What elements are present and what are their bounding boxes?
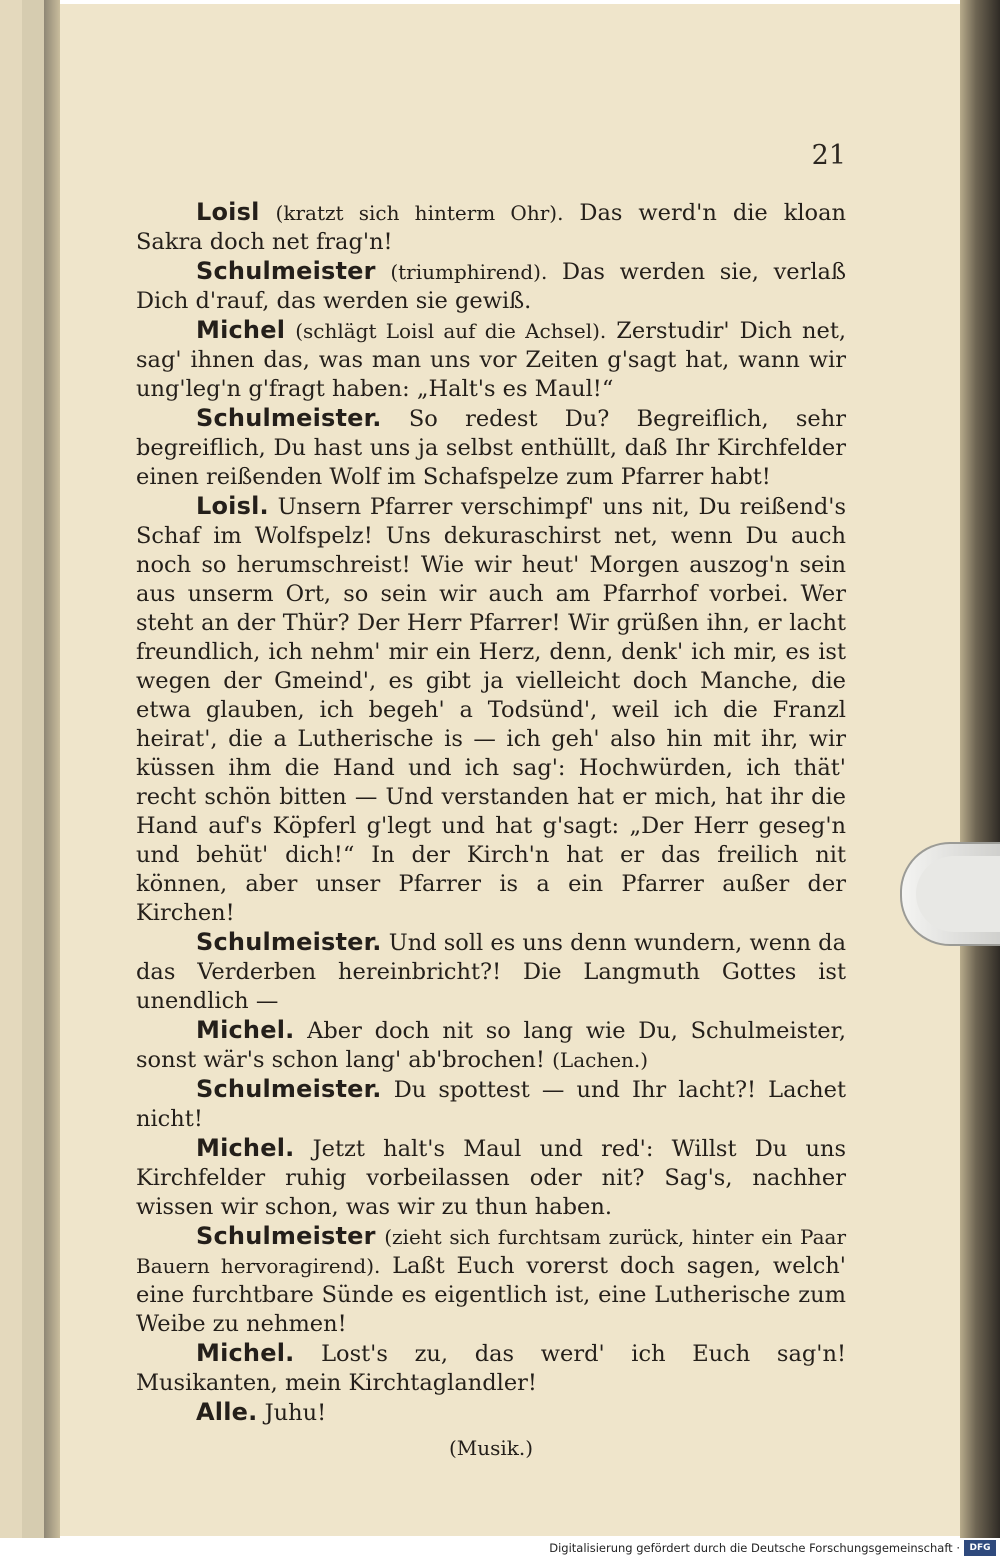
- dialogue-paragraph: [136, 1339, 846, 1398]
- speaker-name: Michel.: [196, 1134, 295, 1162]
- closing-stage-direction: (Musik.): [448, 1436, 534, 1460]
- left-page-margin: [22, 0, 44, 1538]
- stage-direction: (schlägt Loisl auf die Achsel).: [295, 319, 607, 343]
- speaker-name: Schulmeister: [196, 1222, 376, 1250]
- dialogue-text: So redest Du? Begreiflich, sehr begreiflich, Du hast uns ja selbst enthüllt, daß Ihr Kirchfelder einen reißenden Wolf im Schafspelze zum Pfarrer habt!: [136, 406, 846, 490]
- speaker-name: Schulmeister.: [196, 928, 382, 956]
- dialogue-paragraph: [136, 257, 846, 316]
- page-edge-shadow: [960, 0, 1000, 1538]
- book-gutter: [44, 0, 60, 1538]
- dialogue-text: Und soll es uns denn wundern, wenn da das Verderben hereinbricht?! Die Langmuth Gottes ist unendlich —: [136, 930, 846, 1014]
- stage-direction: (zieht sich furchtsam zurück, hinter ein Paar Bauern hervoragirend).: [136, 1225, 847, 1278]
- dialogue-paragraph: [136, 1398, 846, 1428]
- dialogue-paragraph: [136, 928, 846, 1016]
- dialogue-paragraph: [136, 1016, 846, 1075]
- dialogue-text: Das werd'n die kloan Sakra doch net frag'n!: [136, 200, 847, 255]
- stage-direction: (kratzt sich hinterm Ohr).: [275, 201, 564, 225]
- page-clip-tab-inner: [916, 856, 1000, 932]
- dialogue-text: Juhu!: [257, 1400, 327, 1426]
- speaker-name: Michel.: [196, 1339, 295, 1367]
- speaker-name: Schulmeister.: [196, 404, 382, 432]
- page-text: [136, 198, 846, 1463]
- dialogue-text: Laßt Euch vorerst doch sagen, welch' eine furchtbare Sünde es eigentlich ist, eine Lutherische zum Weibe zu nehmen!: [136, 1253, 846, 1337]
- page-number: 21: [811, 140, 846, 171]
- speaker-name: Michel: [196, 316, 286, 344]
- dialogue-text: Du spottest — und Ihr lacht?! Lachet nicht!: [136, 1077, 846, 1132]
- stage-direction: (triumphirend).: [390, 260, 548, 284]
- dialogue-text: Zerstudir' Dich net, sag' ihnen das, was man uns vor Zeiten g'sagt hat, wann wir ung'leg'n g'fragt haben: „Halt's es Maul!“: [136, 318, 847, 402]
- dialogue-text: Lost's zu, das werd' ich Euch sag'n! Musikanten, mein Kirchtaglandler!: [136, 1341, 846, 1396]
- speaker-name: Michel.: [196, 1016, 295, 1044]
- stage-direction: (Lachen.): [552, 1048, 649, 1072]
- speaker-name: Loisl.: [196, 492, 269, 520]
- speaker-name: Loisl: [196, 198, 260, 226]
- speaker-name: Schulmeister.: [196, 1075, 382, 1103]
- dialogue-paragraph: [136, 1222, 846, 1339]
- dialogue-text: Unsern Pfarrer verschimpf' uns nit, Du reißend's Schaf im Wolfspelz! Uns dekuraschirst net, wenn Du auch noch so herumschreist! Wie wir heut' Morgen auszog'n sein aus unserm Ort, so sein wir auch am Pfarrhof vorbei. Wer steht an der Thür? Der Herr Pfarrer! Wir grüßen ihn, er lacht freundlich, ich nehm' mir ein Herz, denn, denk' ich mir, es ist wegen der Gmeind', es gibt ja vielleicht doch Manche, die etwa glauben, ich begeh' a Todsünd', weil ich die Franzl heirat', die a Lutherische is — ich geh' also hin mit ihr, wir küssen ihm die Hand und ich sag': Hochwürden, ich thät' recht schön bitten — Und verstanden hat er mich, hat ihr die Hand auf's Köpferl g'legt und hat g'sagt: „Der Herr geseg'n und behüt' dich!“ In der Kirch'n hat er das freilich nit können, aber unser Pfarrer is a ein Pfarrer außer der Kirchen!: [136, 494, 846, 926]
- dialogue-paragraph: [136, 1134, 846, 1222]
- page-clip-tab: [900, 842, 1000, 946]
- dialogue-text: Jetzt halt's Maul und red': Willst Du uns Kirchfelder ruhig vorbeilassen oder nit? Sag's, nachher wissen wir schon, was wir zu thun haben.: [136, 1136, 846, 1220]
- dialogue-text: Das werden sie, verlaß Dich d'rauf, das werden sie gewiß.: [136, 259, 847, 314]
- dialogue-paragraph: [136, 492, 846, 928]
- dialogue-text: Aber doch nit so lang wie Du, Schulmeister, sonst wär's schon lang' ab'brochen!: [136, 1018, 846, 1073]
- speaker-name: Alle.: [196, 1398, 258, 1426]
- dialogue-paragraph: [136, 404, 846, 492]
- funding-notice: Digitalisierung gefördert durch die Deutsche Forschungsgemeinschaft ·: [549, 1541, 960, 1555]
- dialogue-paragraph: [136, 1075, 846, 1134]
- dialogue-paragraph: [136, 198, 846, 257]
- speaker-name: Schulmeister: [196, 257, 376, 285]
- dfg-logo: DFG: [964, 1540, 996, 1556]
- dialogue-paragraph: [136, 316, 846, 404]
